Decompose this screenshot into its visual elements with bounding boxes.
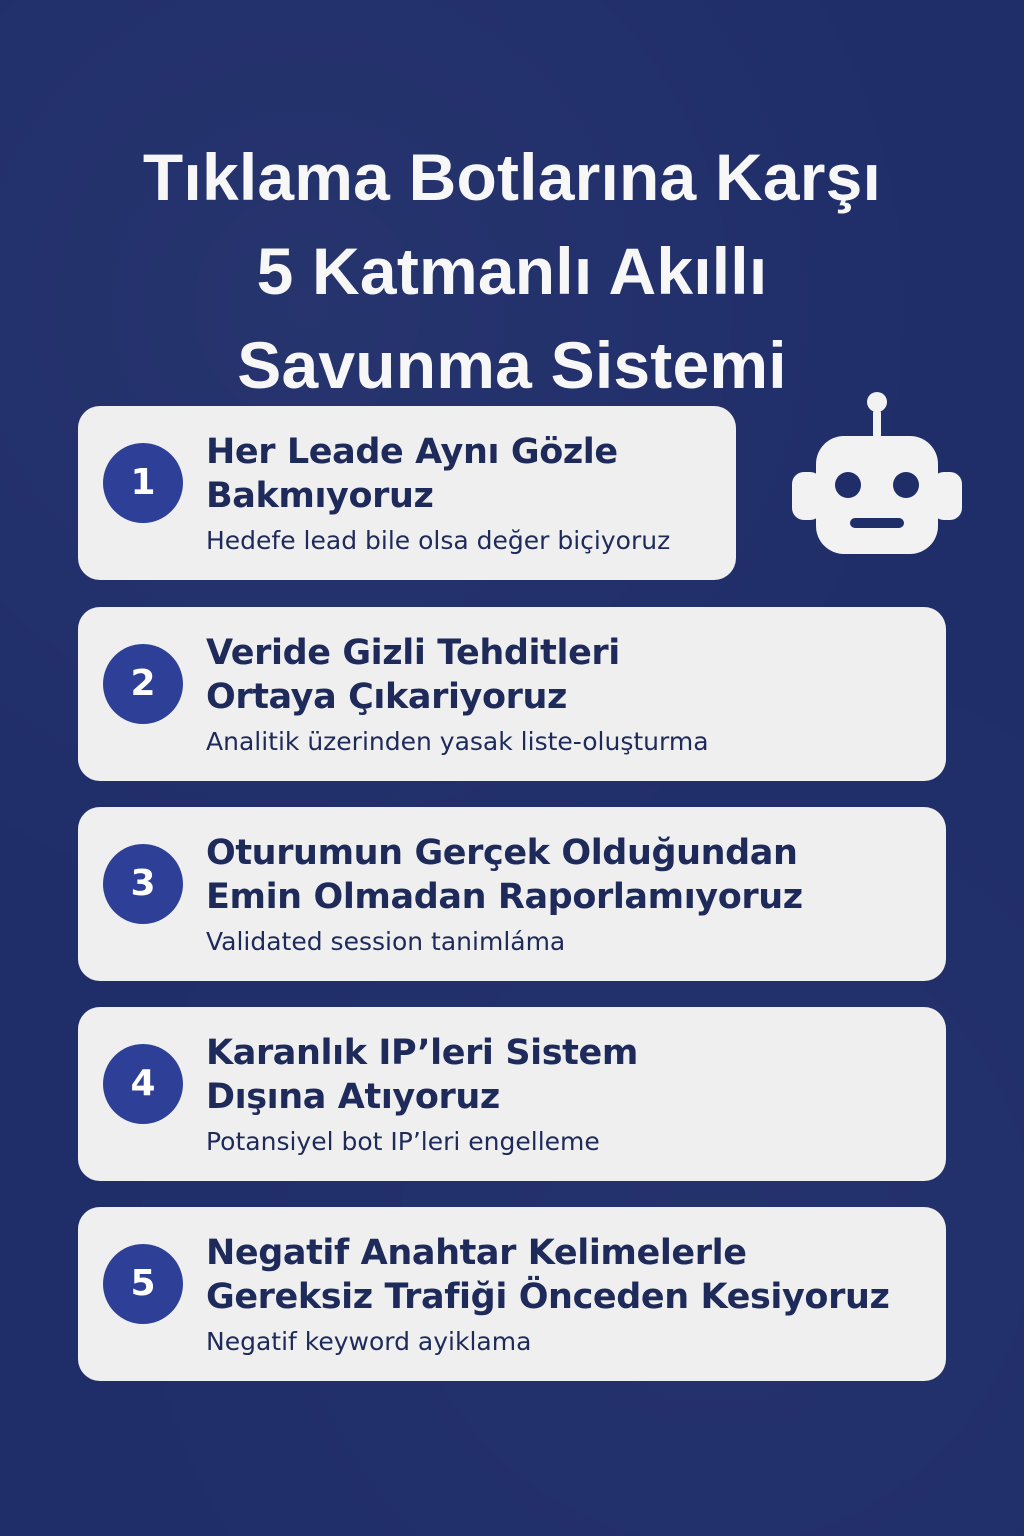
step-card-2 [78, 607, 946, 781]
step-title-line-1: Oturumun Gerçek Olduğundan [206, 833, 798, 873]
title-line-2: 5 Katmanlı Akıllı [256, 234, 768, 309]
step-title-line-2: Ortaya Çıkariyoruz [206, 677, 567, 717]
step-title-line-2: Gereksiz Trafiği Önceden Kesiyoruz [206, 1277, 890, 1317]
step-title-line-2: Dışına Atıyoruz [206, 1077, 500, 1117]
step-number-badge: 1 [103, 443, 183, 523]
title-line-1: Tıklama Botlarına Karşı [142, 140, 882, 215]
step-number-badge: 3 [103, 844, 183, 924]
step-number-badge: 5 [103, 1244, 183, 1324]
step-title [206, 631, 926, 719]
step-title-line-1: Veride Gizli Tehditleri [206, 633, 620, 673]
step-subtitle: Validated session tanimláma [206, 927, 566, 956]
step-number-badge: 4 [103, 1044, 183, 1124]
step-number-badge: 2 [103, 644, 183, 724]
step-card-1 [78, 406, 736, 580]
step-title-line-1: Her Leade Aynı Gözle [206, 432, 618, 472]
step-title [206, 1031, 926, 1119]
step-card-5 [78, 1207, 946, 1381]
title-line-3: Savunma Sistemi [237, 328, 787, 403]
step-title-line-1: Karanlık IP’leri Sistem [206, 1033, 638, 1073]
step-subtitle: Potansiyel bot IP’leri engelleme [206, 1127, 600, 1156]
step-subtitle: Analitik üzerinden yasak liste-oluşturma [206, 727, 709, 756]
step-card-3 [78, 807, 946, 981]
step-title-line-1: Negatif Anahtar Kelimelerle [206, 1233, 747, 1273]
step-title [206, 1231, 926, 1319]
step-subtitle: Negatif keyword ayiklama [206, 1327, 532, 1356]
step-title-line-2: Emin Olmadan Raporlamıyoruz [206, 877, 803, 917]
page-title [0, 130, 1024, 412]
step-title [206, 430, 926, 518]
step-title [206, 831, 926, 919]
step-subtitle: Hedefe lead bile olsa değer biçiyoruz [206, 526, 671, 555]
step-card-4 [78, 1007, 946, 1181]
step-title-line-2: Bakmıyoruz [206, 476, 434, 516]
